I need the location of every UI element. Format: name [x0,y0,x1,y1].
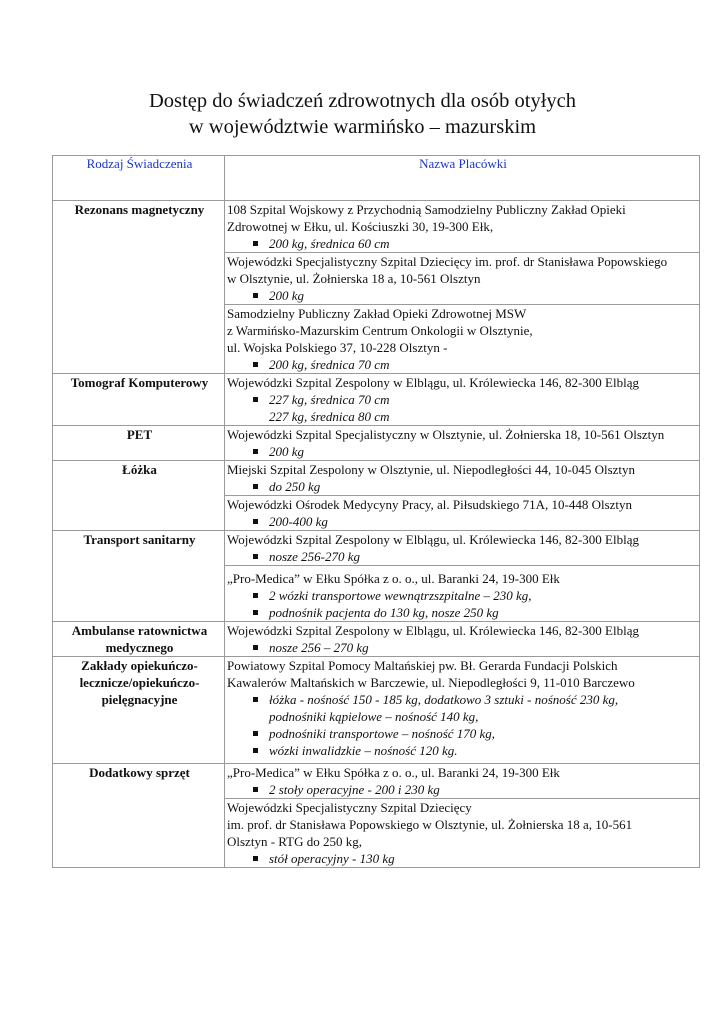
facility-cell: Wojewódzki Specjalistyczny Szpital Dziecięcy im. prof. dr Stanisława Popowskiego w Olsztynie, ul. Żołnierska 18 a, 10-561 Olsztyn 200 kg [225,253,700,305]
bullet-icon [253,787,258,792]
list-item: 227 kg, średnica 80 cm [269,409,390,424]
bullet-icon [253,554,258,559]
facility-cell: Wojewódzki Ośrodek Medycyny Pracy, al. Piłsudskiego 71A, 10-448 Olsztyn 200-400 kg [225,496,700,531]
facility-cell: Powiatowy Szpital Pomocy Maltańskiej pw. Bł. Gerarda Fundacji Polskich Kawalerów Maltańskich w Barczewie, ul. Niepodległości 9, 11-010 Barczewo łóżka - nośność 150 - 185 kg, dodatkowo 3 sztuki - nośność 230 kg, podnośniki kąpielowe – nośność 140 kg, podnośniki transportowe – nośność 170 kg, wózki inwalidzkie – nośność 120 kg. [225,657,700,764]
list-item: do 250 kg [227,478,699,495]
facility-cell: Wojewódzki Specjalistyczny Szpital Dziecięcy im. prof. dr Stanisława Popowskiego w Olsztynie, ul. Żołnierska 18 a, 10-561 Olsztyn - RTG do 250 kg, stół operacyjny - 130 kg [225,799,700,868]
category-ambulanse: Ambulanse ratownictwa medycznego [53,622,225,657]
table-row [53,622,700,657]
table-row [53,426,700,461]
header-row [53,156,700,201]
bullet-icon [253,697,258,702]
list-item: 200 kg, średnica 60 cm [227,235,699,252]
list-item: podnośniki transportowe – nośność 170 kg, [227,725,699,742]
bullet-icon [253,645,258,650]
list-item: stół operacyjny - 130 kg [227,850,699,867]
table-row [53,461,700,496]
facility-cell: Wojewódzki Szpital Zespolony w Elblągu, ul. Królewiecka 146, 82-300 Elbląg nosze 256-270 kg [225,531,700,566]
list-item: 200 kg [227,287,699,304]
facility-cell: Wojewódzki Szpital Specjalistyczny w Olsztynie, ul. Żołnierska 18, 10-561 Olsztyn 200 kg [225,426,700,461]
bullet-icon [253,731,258,736]
title-line-1: Dostęp do świadczeń zdrowotnych dla osób otyłych [149,90,576,112]
category-sprzet: Dodatkowy sprzęt [53,764,225,868]
facility-cell: „Pro-Medica” w Ełku Spółka z o. o., ul. Baranki 24, 19-300 Ełk 2 stoły operacyjne - 200 i 230 kg [225,764,700,799]
table-row [53,657,700,764]
facility-cell: 108 Szpital Wojskowy z Przychodnią Samodzielny Publiczny Zakład Opieki Zdrowotnej w Ełku, ul. Kościuszki 30, 19-300 Ełk, 200 kg, średnica 60 cm [225,201,700,253]
list-item: 2 wózki transportowe wewnątrzszpitalne – 230 kg, [227,587,699,604]
bullet-icon [253,362,258,367]
list-item: 227 kg, średnica 70 cm [227,391,699,408]
category-tomograf: Tomograf Komputerowy [53,374,225,426]
header-facility-name: Nazwa Placówki [225,156,700,201]
table-row [53,531,700,566]
bullet-icon [253,397,258,402]
bullet-icon [253,748,258,753]
list-item: wózki inwalidzkie – nośność 120 kg. [227,742,699,759]
bullet-icon [253,610,258,615]
list-item: łóżka - nośność 150 - 185 kg, dodatkowo 3 sztuki - nośność 230 kg, [227,691,699,708]
facility-cell: Samodzielny Publiczny Zakład Opieki Zdrowotnej MSW z Warmińsko-Mazurskim Centrum Onkologii w Olsztynie, ul. Wojska Polskiego 37, 10-228 Olsztyn - 200 kg, średnica 70 cm [225,305,700,374]
category-zaklady: Zakłady opiekuńczo- lecznicze/opiekuńczo- pielęgnacyjne [53,657,225,764]
list-item: podnośnik pacjenta do 130 kg, nosze 250 kg [227,604,699,621]
bullet-icon [253,484,258,489]
header-service-type: Rodzaj Świadczenia [53,156,225,201]
category-pet: PET [53,426,225,461]
list-item: 200 kg [227,443,699,460]
facility-cell: Wojewódzki Szpital Zespolony w Elblągu, ul. Królewiecka 146, 82-300 Elbląg 227 kg, średnica 70 cm 227 kg, średnica 80 cm [225,374,700,426]
category-transport: Transport sanitarny [53,531,225,622]
facility-cell: „Pro-Medica” w Ełku Spółka z o. o., ul. Baranki 24, 19-300 Ełk 2 wózki transportowe wewnątrzszpitalne – 230 kg, podnośnik pacjenta do 130 kg, nosze 250 kg [225,566,700,622]
bullet-icon [253,856,258,861]
table-row [53,201,700,253]
facilities-table [52,155,700,868]
table-row [53,764,700,799]
bullet-icon [253,449,258,454]
list-item: nosze 256 – 270 kg [227,639,699,656]
facility-cell: Miejski Szpital Zespolony w Olsztynie, ul. Niepodległości 44, 10-045 Olsztyn do 250 kg [225,461,700,496]
list-item: nosze 256-270 kg [227,548,699,565]
title-line-2: w województwie warmińsko – mazurskim [188,116,537,138]
bullet-icon [253,593,258,598]
document-title [0,88,725,140]
list-item: 2 stoły operacyjne - 200 i 230 kg [227,781,699,798]
category-lozka: Łóżka [53,461,225,531]
list-item: podnośniki kąpielowe – nośność 140 kg, [269,709,479,724]
list-item: 200-400 kg [227,513,699,530]
bullet-icon [253,241,258,246]
facility-cell: Wojewódzki Szpital Zespolony w Elblągu, ul. Królewiecka 146, 82-300 Elbląg nosze 256 – 270 kg [225,622,700,657]
list-item: 200 kg, średnica 70 cm [227,356,699,373]
table-row [53,374,700,426]
bullet-icon [253,293,258,298]
bullet-icon [253,519,258,524]
category-rezonans: Rezonans magnetyczny [53,201,225,374]
